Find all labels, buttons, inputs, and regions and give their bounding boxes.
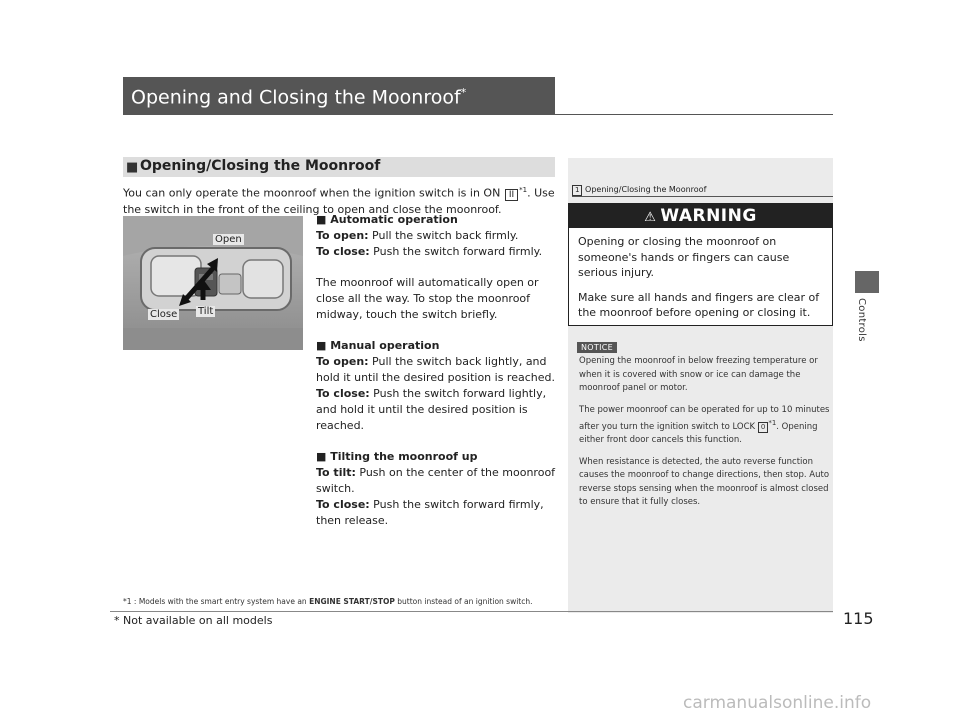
warning-header: ⚠ WARNING [569,204,832,228]
auto-heading: ■ Automatic operation [316,213,458,226]
availability-note: * Not available on all models [114,614,273,627]
chapter-tab [855,271,879,293]
warning-icon: ⚠ [644,210,657,225]
notice-text: Opening the moonroof in below freezing temperature or when it is covered with snow or ice can damage the moonroof panel or motor. The power moonroof can be operated for up to 10 minutes after you turn the ignition switch to LOCK 0 $^{*1}$. Opening either front door cancels this function. When resistance is detected, the auto reverse function causes the moonroof to change directions, then stop. Auto reverse stops sensing when the moonroof is almost closed to ensure that it fully closes. [579,356,830,508]
section-heading [123,157,555,177]
page-number: 115 [843,609,874,628]
title-rule [555,114,833,115]
tilt-close: To close: Push the switch forward firmly, then release. [316,498,544,527]
auto-paragraph: The moonroof will automatically open or close all the way. To stop the moonroof midway, touch the switch briefly. [316,276,539,321]
manual-heading: ■ Manual operation [316,339,440,352]
page-title: Opening and Closing the Moonroof* [131,86,467,109]
label-open: Open [215,234,242,245]
warning-text: Opening or closing the moonroof on someone's hands or fingers can cause serious injury. Make sure all hands and fingers are clear of the moonroof before opening or closing it. [578,235,820,319]
label-tilt: Tilt [198,306,214,317]
warning-box [568,203,833,326]
panel-reference: 1 Opening/Closing the Moonroof [572,185,706,196]
manual-close: To close: Push the switch forward lightly, and hold it until the desired position is reached. [316,387,547,432]
ignition-key-icon: II [505,189,518,201]
footnote: *1 : Models with the smart entry system have an ENGINE START/STOP button instead of an ignition switch. [123,597,533,606]
tilt-heading: ■ Tilting the moonroof up [316,450,478,463]
label-close: Close [150,309,178,320]
bottom-rule [110,611,833,612]
notice-badge: NOTICE [577,342,617,353]
watermark: carmanualsonline.info [683,693,872,713]
section-heading-text: Opening/Closing the Moonroof [140,158,381,174]
lock-key-icon: 0 [758,422,768,433]
auto-open: To open: Pull the switch back firmly. [316,229,519,242]
section-bullet: ■ [126,160,139,175]
chapter-label: Controls [856,298,867,342]
availability-mark: * [460,86,467,99]
intro-paragraph: You can only operate the moonroof when the ignition switch is in ON II $^{*1}$. Use the switch in the front of the ceiling to open and close the moonroof. [123,186,555,216]
auto-close: To close: Push the switch forward firmly. [316,245,543,258]
instructions [316,212,556,529]
manual-open: To open: Pull the switch back lightly, and hold it until the desired position is reached. [316,355,555,384]
panel-rule [572,196,833,197]
reference-icon: 1 [572,185,582,196]
tilt-up: To tilt: Push on the center of the moonroof switch. [316,466,556,495]
